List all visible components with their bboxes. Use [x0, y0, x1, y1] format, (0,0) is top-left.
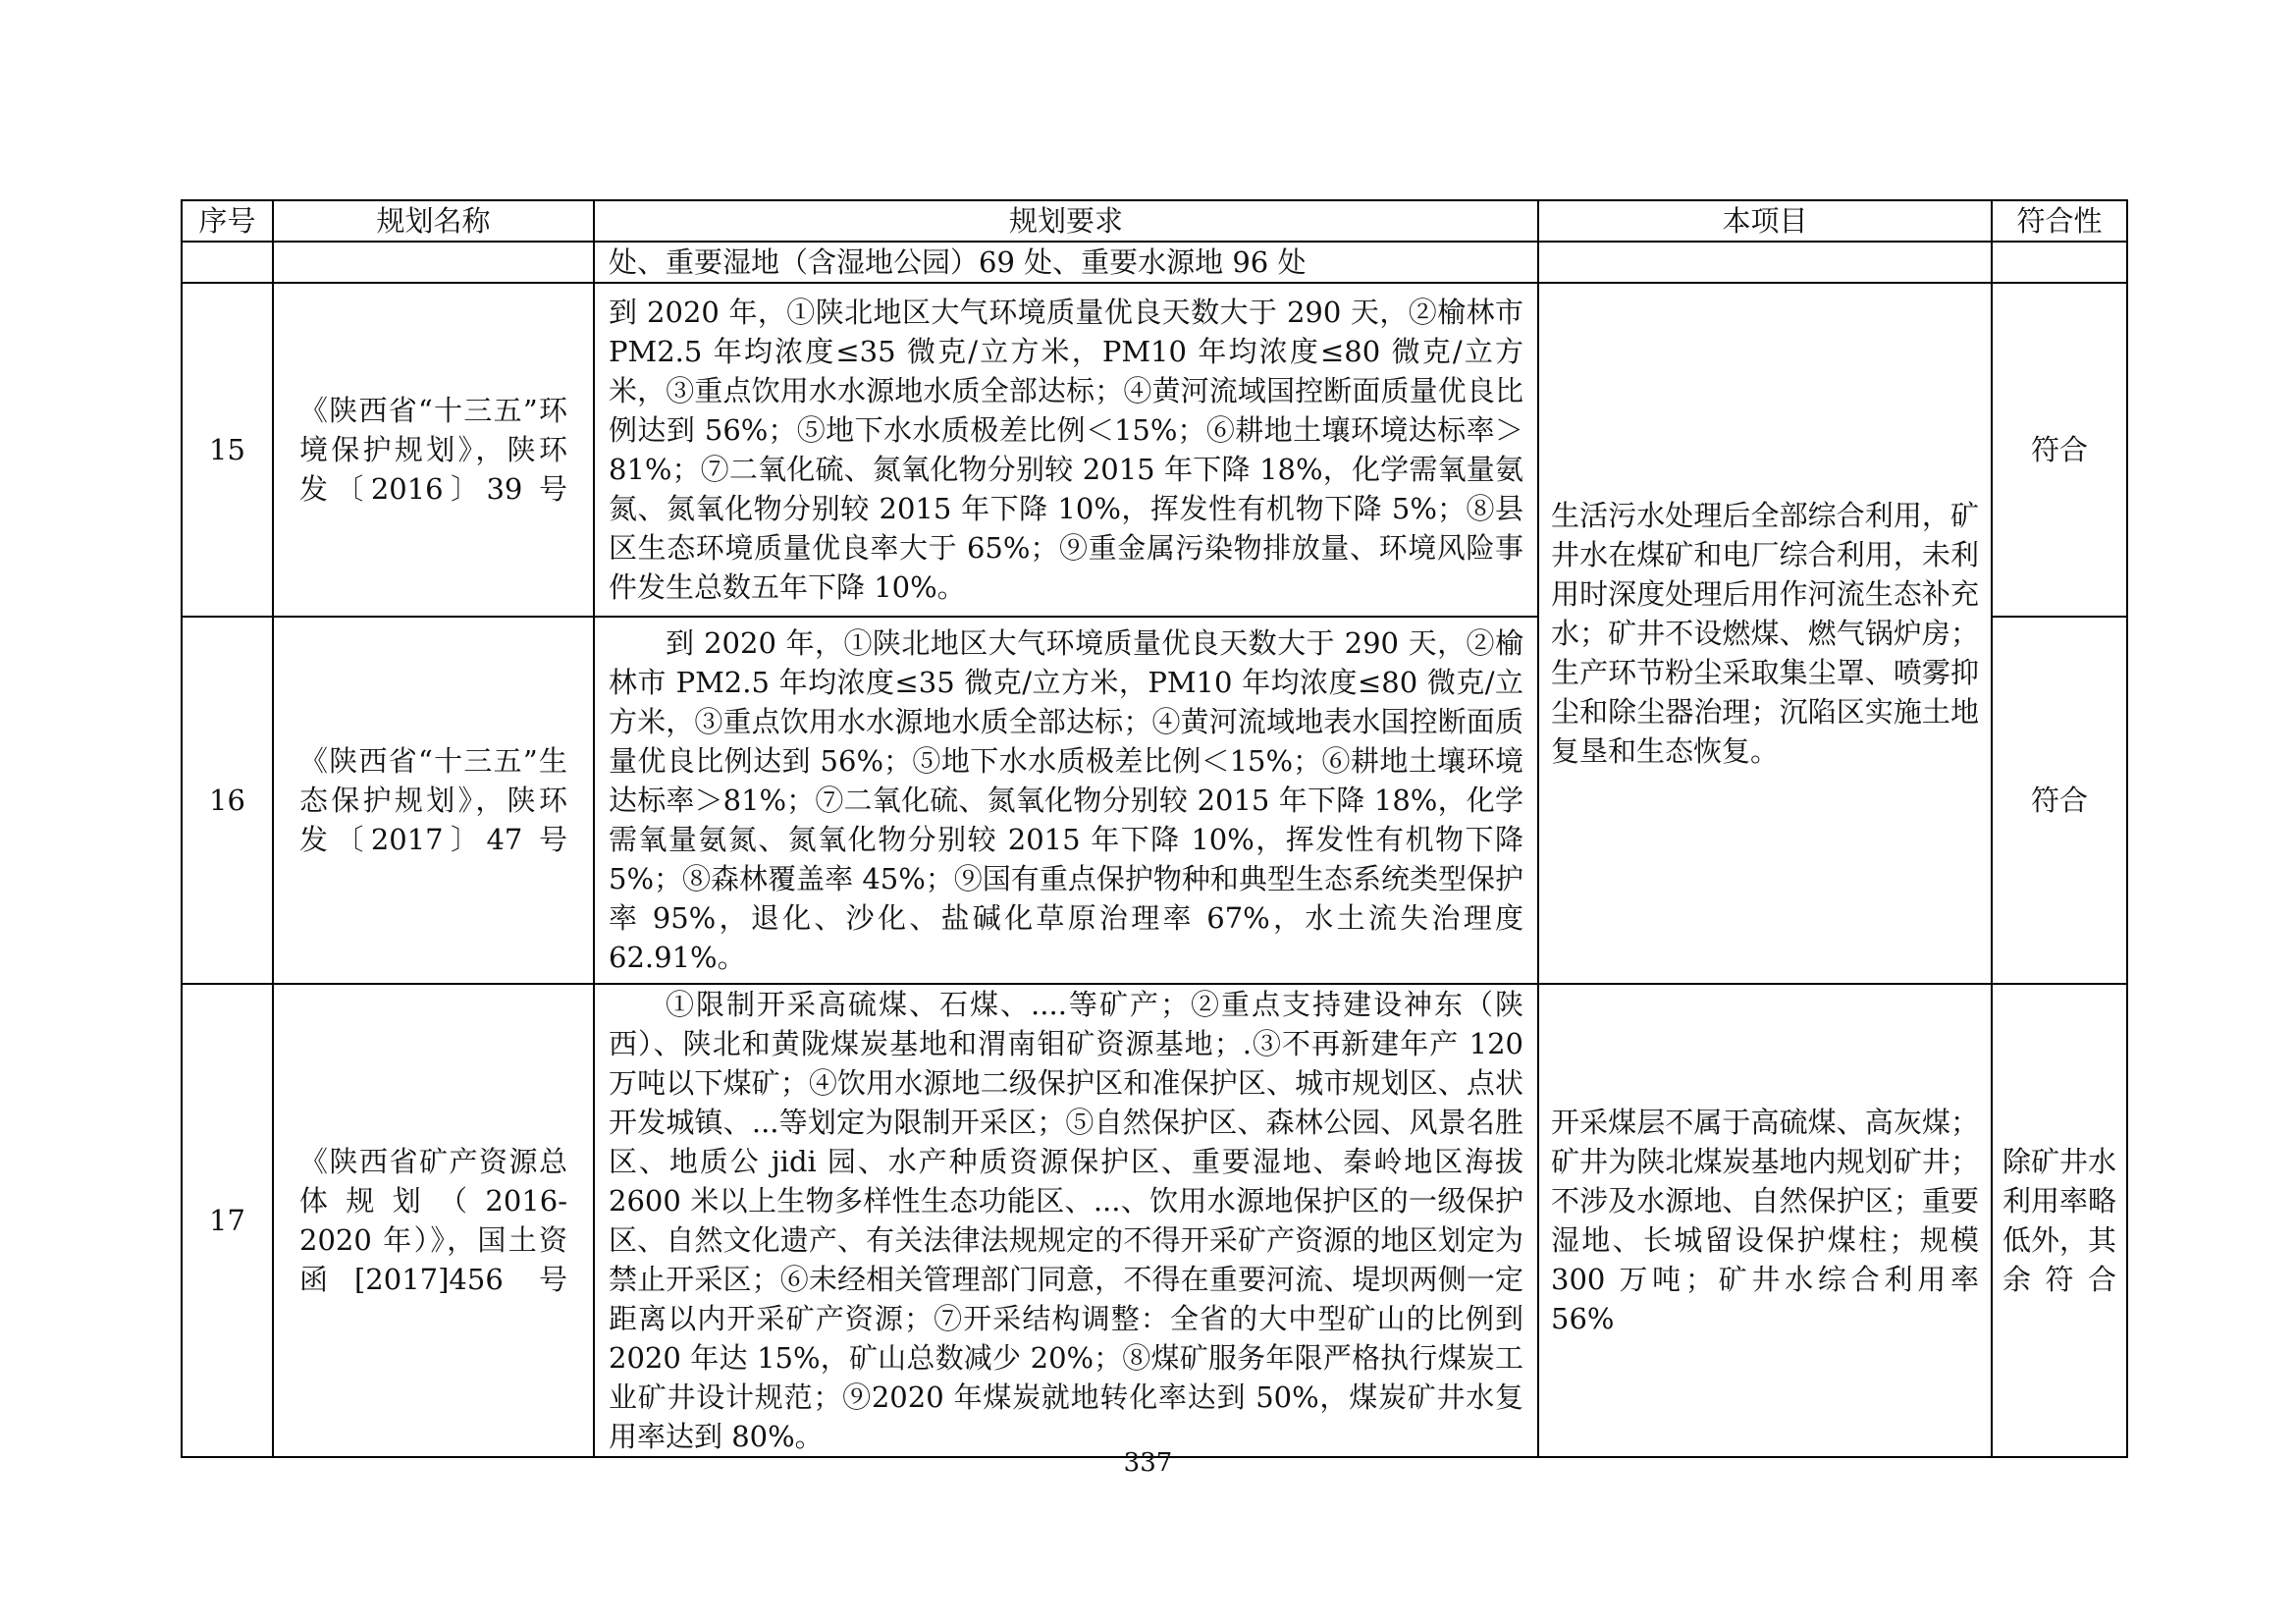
cell-no: 16 — [182, 617, 273, 984]
table-row-15 — [182, 283, 2127, 617]
page-number: 337 — [1123, 1448, 1173, 1478]
cell-no: 15 — [182, 283, 273, 617]
table-row-17 — [182, 984, 2127, 1457]
table-row-continuation — [182, 242, 2127, 283]
cell-name: 《陕西省矿产资源总体规划（2016-2020 年）》，国土资函[2017]456 号 — [273, 984, 594, 1457]
header-compliance: 符合性 — [1992, 200, 2127, 242]
cell-no — [182, 242, 273, 283]
cell-compliance — [1992, 242, 2127, 283]
cell-name: 《陕西省“十三五”环境保护规划》，陕环发〔2016〕39 号 — [273, 283, 594, 617]
cell-project — [1538, 242, 1992, 283]
cell-requirement: ①限制开采高硫煤、石煤、....等矿产；②重点支持建设神东（陕西）、陕北和黄陇煤炭基地和渭南钼矿资源基地；.③不再新建年产 120 万吨以下煤矿；④饮用水源地二级保护区和准保护区、城市规划区、点状开发城镇、...等划定为限制开采区；⑤自然保护区、森林公园、风景名胜区、地质公 jidi 园、水产种质资源保护区、重要湿地、秦岭地区海拔 2600 米以上生物多样性生态功能区、...、饮用水源地保护区的一级保护区、自然文化遗产、有关法律法规规定的不得开采矿产资源的地区划定为禁止开采区；⑥未经相关管理部门同意，不得在重要河流、堤坝两侧一定距离以内开采矿产资源；⑦开采结构调整：全省的大中型矿山的比例到 2020 年达 15%，矿山总数减少 20%；⑧煤矿服务年限严格执行煤炭工业矿井设计规范；⑨2020 年煤炭就地转化率达到 50%，煤炭矿井水复用率达到 80%。 — [594, 984, 1538, 1457]
cell-no: 17 — [182, 984, 273, 1457]
cell-compliance: 符合 — [1992, 617, 2127, 984]
planning-compliance-table — [181, 199, 2128, 1458]
header-requirement: 规划要求 — [594, 200, 1538, 242]
cell-requirement: 处、重要湿地（含湿地公园）69 处、重要水源地 96 处 — [594, 242, 1538, 283]
table-header-row — [182, 200, 2127, 242]
header-no: 序号 — [182, 200, 273, 242]
cell-requirement: 到 2020 年，①陕北地区大气环境质量优良天数大于 290 天，②榆林市 PM2.5 年均浓度≤35 微克/立方米，PM10 年均浓度≤80 微克/立方米，③重点饮用水水源地水质全部达标；④黄河流域国控断面质量优良比例达到 56%；⑤地下水水质极差比例＜15%；⑥耕地土壤环境达标率＞81%；⑦二氧化硫、氮氧化物分别较 2015 年下降 18%，化学需氧量氨氮、氮氧化物分别较 2015 年下降 10%，挥发性有机物下降 5%；⑧县区生态环境质量优良率大于 65%；⑨重金属污染物排放量、环境风险事件发生总数五年下降 10%。 — [594, 283, 1538, 617]
cell-name: 《陕西省“十三五”生态保护规划》，陕环发〔2017〕47 号 — [273, 617, 594, 984]
cell-compliance: 除矿井水利用率略低外，其余符合 — [1992, 984, 2127, 1457]
header-plan-name: 规划名称 — [273, 200, 594, 242]
header-project: 本项目 — [1538, 200, 1992, 242]
cell-requirement: 到 2020 年，①陕北地区大气环境质量优良天数大于 290 天，②榆林市 PM2.5 年均浓度≤35 微克/立方米，PM10 年均浓度≤80 微克/立方米，③重点饮用水水源地水质全部达标；④黄河流域地表水国控断面质量优良比例达到 56%；⑤地下水水质极差比例＜15%；⑥耕地土壤环境达标率＞81%；⑦二氧化硫、氮氧化物分别较 2015 年下降 18%，化学需氧量氨氮、氮氧化物分别较 2015 年下降 10%，挥发性有机物下降 5%；⑧森林覆盖率 45%；⑨国有重点保护物种和典型生态系统类型保护率 95%，退化、沙化、盐碱化草原治理率 67%，水土流失治理度 62.91%。 — [594, 617, 1538, 984]
cell-name — [273, 242, 594, 283]
cell-project: 开采煤层不属于高硫煤、高灰煤；矿井为陕北煤炭基地内规划矿井；不涉及水源地、自然保护区；重要湿地、长城留设保护煤柱；规模 300 万吨；矿井水综合利用率 56% — [1538, 984, 1992, 1457]
cell-compliance: 符合 — [1992, 283, 2127, 617]
cell-project-shared: 生活污水处理后全部综合利用，矿井水在煤矿和电厂综合利用，未利用时深度处理后用作河流生态补充水；矿井不设燃煤、燃气锅炉房；生产环节粉尘采取集尘罩、喷雾抑尘和除尘器治理；沉陷区实施土地复垦和生态恢复。 — [1538, 283, 1992, 984]
